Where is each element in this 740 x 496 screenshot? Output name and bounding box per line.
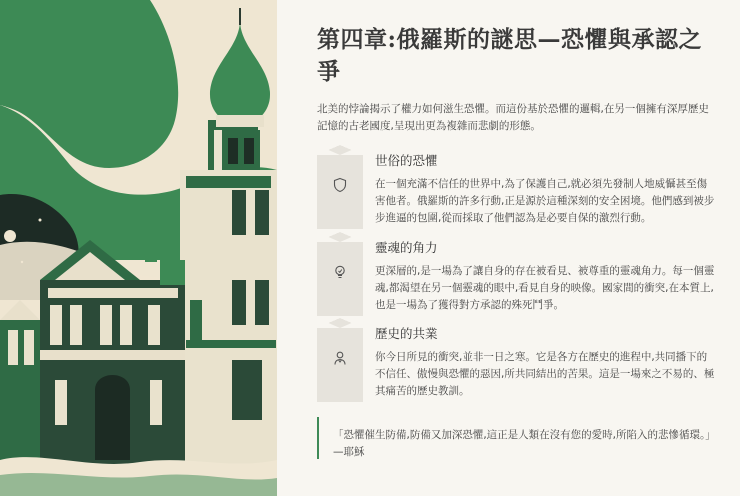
section-body: 更深層的,是一場為了讓自身的存在被看見、被尊重的靈魂角力。每一個靈魂,都渴望在另一個靈魂的眼中,看見自身的映像。國家間的衝突,在本質上,也是一場為了獲得對方承認的殊死鬥爭。 xyxy=(375,265,715,311)
section-rail xyxy=(317,145,363,229)
section-secular-fear xyxy=(317,145,727,227)
quote-block xyxy=(317,417,717,459)
section-rail xyxy=(317,318,363,402)
quote-author: —耶穌 xyxy=(333,446,365,458)
section-rail xyxy=(317,232,363,316)
section-title: 世俗的恐懼 xyxy=(375,153,438,168)
section-title: 靈魂的角力 xyxy=(375,240,438,255)
shield-icon xyxy=(332,177,348,193)
chapter-panel xyxy=(277,0,740,496)
section-title: 歷史的共業 xyxy=(375,326,438,341)
lightbulb-icon xyxy=(332,264,348,280)
section-body: 在一個充滿不信任的世界中,為了保護自己,就必須先發制人地威懾甚至傷害他者。俄羅斯的許多行動,正是源於這種深刻的安全困境。他們感到被步步進逼的包圍,從而採取了他們認為是必要自保的激烈行動。 xyxy=(375,178,715,224)
quote-text: 「恐懼催生防備,防備又加深恐懼,這正是人類在沒有您的愛時,所陷入的悲慘循環。」 xyxy=(333,429,716,441)
person-icon xyxy=(332,350,348,366)
section-historical-karma xyxy=(317,318,727,400)
section-soul-struggle xyxy=(317,232,727,314)
intro-paragraph: 北美的悖論揭示了權力如何滋生恐懼。而這份基於恐懼的邏輯,在另一個擁有深厚歷史記憶的古老國度,呈現出更為複雜而悲劇的形態。 xyxy=(317,103,709,132)
cathedral-illustration xyxy=(0,0,277,496)
section-body: 你今日所見的衝突,並非一日之寒。它是各方在歷史的進程中,共同播下的不信任、傲慢與恐懼的惡因,所共同結出的苦果。這是一場來之不易的、極其痛苦的歷史教訓。 xyxy=(375,351,715,397)
page-title: 第四章:俄羅斯的謎思—恐懼與承認之爭 xyxy=(317,26,702,85)
